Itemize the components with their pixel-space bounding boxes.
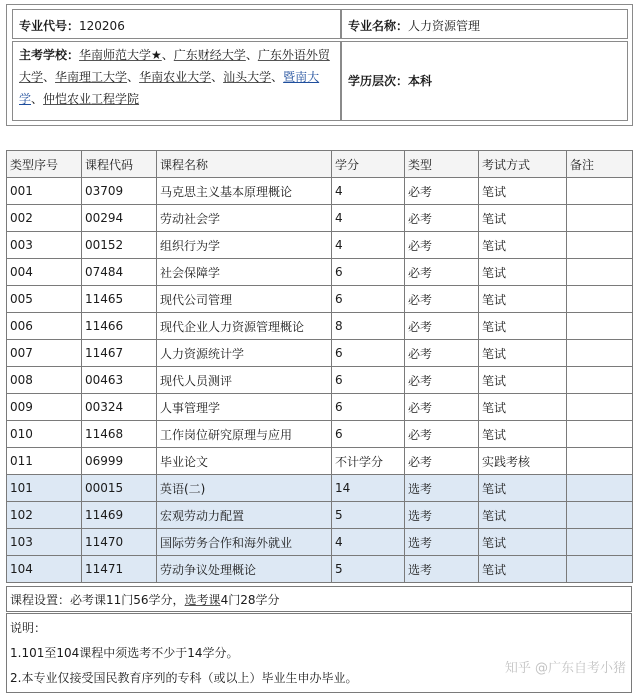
cell-type-no: 103 <box>7 529 82 556</box>
cell-remarks <box>567 556 633 583</box>
cell-remarks <box>567 340 633 367</box>
cell-type-no: 009 <box>7 394 82 421</box>
cell-exam-method: 笔试 <box>479 259 567 286</box>
cell-course-code: 00463 <box>82 367 157 394</box>
table-row <box>7 178 633 205</box>
cell-credits: 4 <box>332 178 405 205</box>
school-link[interactable]: 广东财经大学 <box>173 48 246 62</box>
schools-label: 主考学校： <box>19 48 80 62</box>
cell-course-name: 社会保障学 <box>157 259 332 286</box>
major-name-cell <box>341 9 628 39</box>
major-code-cell <box>12 9 341 39</box>
watermark: 知乎 @广东自考小猪 <box>504 661 626 676</box>
cell-exam-method: 笔试 <box>479 313 567 340</box>
cell-course-name: 宏观劳动力配置 <box>157 502 332 529</box>
level-cell <box>341 41 628 121</box>
cell-credits: 6 <box>332 340 405 367</box>
cell-exam-method: 笔试 <box>479 394 567 421</box>
level-label: 学历层次： <box>348 74 409 88</box>
cell-type: 必考 <box>405 313 479 340</box>
cell-remarks <box>567 178 633 205</box>
school-link[interactable]: 广东外语外贸大学 <box>19 48 330 84</box>
level-value: 本科 <box>408 74 433 88</box>
cell-type-no: 005 <box>7 286 82 313</box>
school-link[interactable]: 汕头大学 <box>223 70 272 84</box>
cell-type: 必考 <box>405 178 479 205</box>
cell-type: 必考 <box>405 205 479 232</box>
cell-type-no: 011 <box>7 448 82 475</box>
cell-exam-method: 笔试 <box>479 178 567 205</box>
col-type-no: 类型序号 <box>7 151 82 178</box>
cell-exam-method: 实践考核 <box>479 448 567 475</box>
table-row <box>7 259 633 286</box>
cell-type-no: 003 <box>7 232 82 259</box>
cell-remarks <box>567 394 633 421</box>
cell-remarks <box>567 529 633 556</box>
col-exam-method: 考试方式 <box>479 151 567 178</box>
cell-exam-method: 笔试 <box>479 421 567 448</box>
notes-section <box>6 613 632 693</box>
cell-course-name: 劳动社会学 <box>157 205 332 232</box>
col-credits: 学分 <box>332 151 405 178</box>
table-row <box>7 205 633 232</box>
table-row <box>7 421 633 448</box>
cell-type-no: 101 <box>7 475 82 502</box>
course-summary <box>6 586 632 612</box>
cell-course-name: 现代企业人力资源管理概论 <box>157 313 332 340</box>
cell-course-code: 11466 <box>82 313 157 340</box>
cell-course-code: 00152 <box>82 232 157 259</box>
cell-type: 必考 <box>405 421 479 448</box>
cell-remarks <box>567 259 633 286</box>
cell-remarks <box>567 421 633 448</box>
cell-exam-method: 笔试 <box>479 502 567 529</box>
col-type: 类型 <box>405 151 479 178</box>
cell-exam-method: 笔试 <box>479 286 567 313</box>
cell-course-code: 11465 <box>82 286 157 313</box>
cell-type-no: 001 <box>7 178 82 205</box>
cell-remarks <box>567 286 633 313</box>
cell-course-code: 03709 <box>82 178 157 205</box>
cell-exam-method: 笔试 <box>479 556 567 583</box>
table-row <box>7 232 633 259</box>
cell-type-no: 104 <box>7 556 82 583</box>
cell-course-name: 工作岗位研究原理与应用 <box>157 421 332 448</box>
note-line: 1.101至104课程中须选考不少于14学分。 <box>10 646 239 660</box>
cell-credits: 6 <box>332 367 405 394</box>
cell-exam-method: 笔试 <box>479 367 567 394</box>
cell-course-code: 11469 <box>82 502 157 529</box>
cell-type: 选考 <box>405 475 479 502</box>
cell-remarks <box>567 448 633 475</box>
cell-type-no: 008 <box>7 367 82 394</box>
cell-type-no: 007 <box>7 340 82 367</box>
cell-remarks <box>567 205 633 232</box>
cell-course-name: 现代人员测评 <box>157 367 332 394</box>
cell-course-name: 组织行为学 <box>157 232 332 259</box>
school-link[interactable]: 华南理工大学 <box>55 70 128 84</box>
cell-course-name: 英语(二) <box>157 475 332 502</box>
cell-type-no: 102 <box>7 502 82 529</box>
cell-type-no: 002 <box>7 205 82 232</box>
schools-cell: 主考学校：华南师范大学★、广东财经大学、广东外语外贸大学、华南理工大学、华南农业大学、汕头大学、暨南大学、仲恺农业工程学院 <box>12 41 341 121</box>
cell-credits: 4 <box>332 529 405 556</box>
major-name-value: 人力资源管理 <box>408 19 481 33</box>
cell-type: 选考 <box>405 529 479 556</box>
cell-course-code: 11471 <box>82 556 157 583</box>
course-table <box>6 150 633 583</box>
notes-title: 说明： <box>10 621 47 635</box>
cell-course-name: 国际劳务合作和海外就业 <box>157 529 332 556</box>
cell-course-code: 00324 <box>82 394 157 421</box>
cell-exam-method: 笔试 <box>479 340 567 367</box>
cell-exam-method: 笔试 <box>479 205 567 232</box>
cell-credits: 5 <box>332 556 405 583</box>
table-row <box>7 448 633 475</box>
cell-course-name: 现代公司管理 <box>157 286 332 313</box>
cell-type: 必考 <box>405 286 479 313</box>
cell-course-name: 劳动争议处理概论 <box>157 556 332 583</box>
cell-credits: 4 <box>332 232 405 259</box>
cell-credits: 6 <box>332 421 405 448</box>
cell-course-name: 人力资源统计学 <box>157 340 332 367</box>
cell-course-code: 06999 <box>82 448 157 475</box>
table-row <box>7 529 633 556</box>
table-header-row <box>7 151 633 178</box>
col-remarks: 备注 <box>567 151 633 178</box>
table-row <box>7 340 633 367</box>
cell-course-name: 毕业论文 <box>157 448 332 475</box>
major-name-label: 专业名称： <box>348 19 409 33</box>
cell-course-name: 人事管理学 <box>157 394 332 421</box>
cell-course-code: 07484 <box>82 259 157 286</box>
major-code-label: 专业代号： <box>19 19 80 33</box>
cell-credits: 14 <box>332 475 405 502</box>
cell-remarks <box>567 367 633 394</box>
elective-link[interactable]: 选考课 <box>184 593 221 607</box>
table-row <box>7 394 633 421</box>
summary-suffix: 4门28学分 <box>220 593 280 607</box>
cell-type: 必考 <box>405 367 479 394</box>
cell-credits: 8 <box>332 313 405 340</box>
col-course-code: 课程代码 <box>82 151 157 178</box>
school-link[interactable]: 仲恺农业工程学院 <box>43 92 140 106</box>
table-row <box>7 502 633 529</box>
cell-remarks <box>567 232 633 259</box>
cell-type-no: 006 <box>7 313 82 340</box>
note-line: 2.本专业仅接受国民教育序列的专科（或以上）毕业生申办毕业。 <box>10 671 358 685</box>
table-row <box>7 475 633 502</box>
summary-prefix: 课程设置：必考课11门56学分， <box>10 593 185 607</box>
table-row <box>7 313 633 340</box>
cell-credits: 6 <box>332 394 405 421</box>
cell-type: 必考 <box>405 340 479 367</box>
school-link[interactable]: 华南农业大学 <box>139 70 212 84</box>
cell-type: 选考 <box>405 502 479 529</box>
cell-credits: 5 <box>332 502 405 529</box>
cell-type: 必考 <box>405 448 479 475</box>
cell-credits: 6 <box>332 286 405 313</box>
cell-type: 选考 <box>405 556 479 583</box>
cell-type: 必考 <box>405 259 479 286</box>
table-row <box>7 286 633 313</box>
cell-course-code: 11470 <box>82 529 157 556</box>
cell-type-no: 010 <box>7 421 82 448</box>
cell-type: 必考 <box>405 394 479 421</box>
cell-credits: 4 <box>332 205 405 232</box>
cell-remarks <box>567 502 633 529</box>
cell-type-no: 004 <box>7 259 82 286</box>
school-link[interactable]: 暨南大学 <box>19 70 320 106</box>
cell-course-name: 马克思主义基本原理概论 <box>157 178 332 205</box>
cell-course-code: 00294 <box>82 205 157 232</box>
cell-course-code: 11468 <box>82 421 157 448</box>
cell-remarks <box>567 475 633 502</box>
cell-type: 必考 <box>405 232 479 259</box>
cell-course-code: 00015 <box>82 475 157 502</box>
cell-course-code: 11467 <box>82 340 157 367</box>
cell-exam-method: 笔试 <box>479 232 567 259</box>
major-info-panel <box>6 4 633 126</box>
school-link[interactable]: 华南师范大学★ <box>79 48 162 62</box>
cell-credits: 不计学分 <box>332 448 405 475</box>
table-row <box>7 367 633 394</box>
table-row <box>7 556 633 583</box>
major-code-value: 120206 <box>79 19 125 33</box>
cell-exam-method: 笔试 <box>479 475 567 502</box>
cell-credits: 6 <box>332 259 405 286</box>
cell-remarks <box>567 313 633 340</box>
col-course-name: 课程名称 <box>157 151 332 178</box>
cell-exam-method: 笔试 <box>479 529 567 556</box>
